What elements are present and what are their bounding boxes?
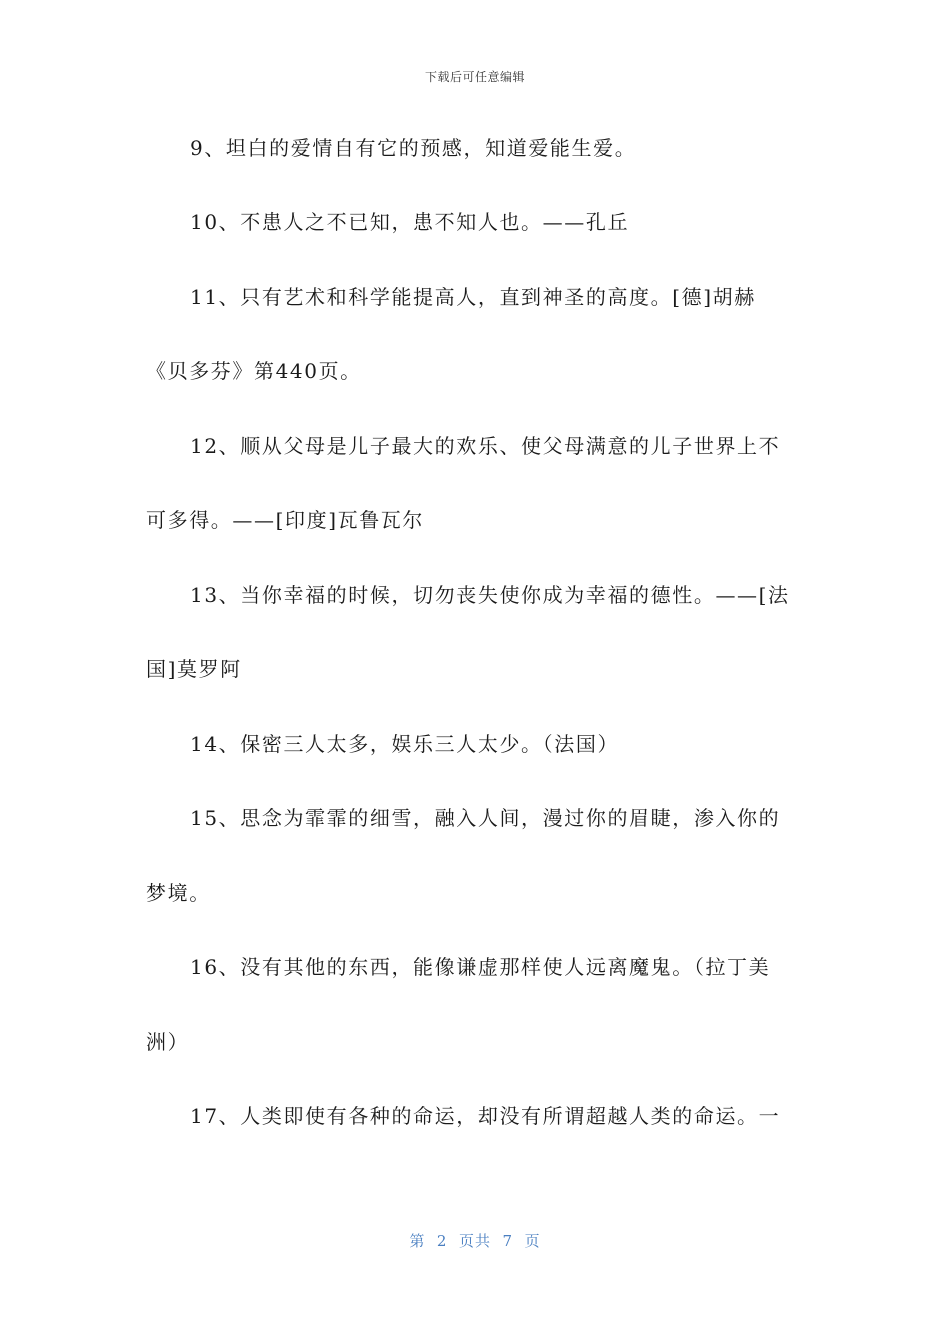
quote-13-line-1: 13、当你幸福的时候，切勿丧失使你成为幸福的德性。——[法 [190,583,790,607]
quote-12-line-1: 12、顺从父母是儿子最大的欢乐、使父母满意的儿子世界上不 [190,434,781,458]
quote-15-line-2: 梦境。 [146,881,211,905]
quote-12-line-2: 可多得。——[印度]瓦鲁瓦尔 [146,508,425,532]
page-header-note: 下载后可任意编辑 [424,70,525,84]
page-number-footer: 第 2 页共 7 页 [409,1232,541,1250]
quote-15-line-1: 15、思念为霏霏的细雪，融入人间，漫过你的眉睫，渗入你的 [190,806,781,830]
quote-13-line-2: 国]莫罗阿 [146,657,242,681]
quote-11-line-1: 11、只有艺术和科学能提高人，直到神圣的高度。[德]胡赫 [190,285,756,309]
quote-17-line-1: 17、人类即使有各种的命运，却没有所谓超越人类的命运。一 [190,1104,781,1128]
quote-16-line-1: 16、没有其他的东西，能像谦虚那样使人远离魔鬼。（拉丁美 [190,955,771,979]
quote-9-line-1: 9、坦白的爱情自有它的预感，知道爱能生爱。 [190,136,637,160]
quote-14-line-1: 14、保密三人太多，娱乐三人太少。（法国） [190,732,620,756]
quote-10-line-1: 10、不患人之不已知，患不知人也。——孔丘 [190,210,630,234]
quote-11-line-2: 《贝多芬》第440页。 [146,359,362,383]
quote-16-line-2: 洲） [146,1030,190,1054]
